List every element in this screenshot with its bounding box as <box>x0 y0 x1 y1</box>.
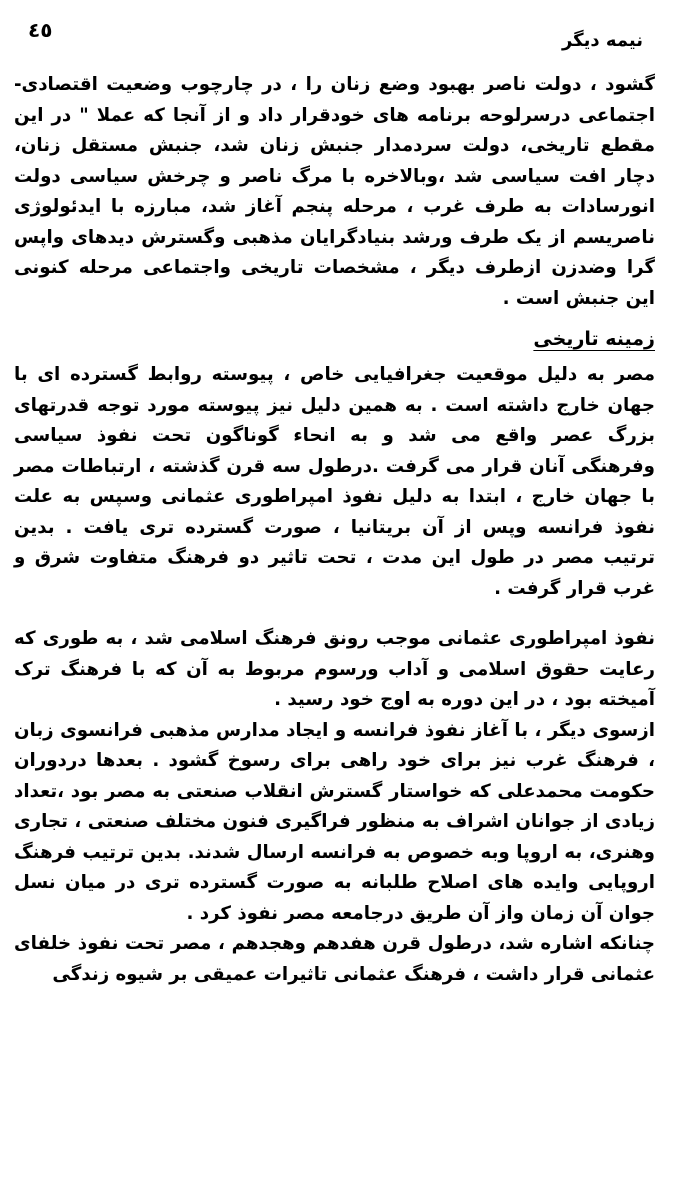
paragraph-context: مصر به دلیل موقعیت جغرافیایی خاص ، پیوسته روابط گسترده ای با جهان خارج داشته است . به همین دلیل نیز پیوسته مورد توجه قدرتهای بزرگ عصر واقع می شد و به انحاء گوناگون تحت نفوذ سیاسی وفرهنگی آنان قرار می گرفت .درطول سه قرن گذشته ، ارتباطات مصر با جهان خارج ، ابتدا به دلیل نفوذ امپراطوری عثمانی وسپس به علت نفوذ فرانسه وپس از آن بریتانیا ، صورت گسترده تری یافت . بدین ترتیب مصر در طول این مدت ، تحت تاثیر دو فرهنگ متفاوت شرق و غرب قرار گرفت . <box>14 364 655 599</box>
section-heading: زمینه تاریخی <box>533 328 655 350</box>
page-number: ٤٥ <box>28 18 53 42</box>
paragraph-continued: چنانکه اشاره شد، درطول قرن هفدهم وهجدهم ، مصر تحت نفوذ خلفای عثمانی قرار داشت ، فرهنگ عثمانی تاثیرات عمیقی بر شیوه زندگی <box>14 933 655 985</box>
running-head: نیمه دیگر <box>561 30 643 51</box>
page-body <box>14 70 655 990</box>
paragraph-ottoman: نفوذ امپراطوری عثمانی موجب رونق فرهنگ اسلامی شد ، به طوری که رعایت حقوق اسلامی و آداب ورسوم مربوط به آن که با فرهنگ ترک آمیخته بود ، در این دوره به اوج خود رسید . <box>14 628 655 710</box>
paragraph-gap <box>14 604 655 624</box>
paragraph-intro: گشود ، دولت ناصر بهبود وضع زنان را ، در چارچوب وضعیت اقتصادی-اجتماعی درسرلوحه برنامه های خودقرار داد و از آنجا که عملا " در این مقطع تاریخی، دولت سردمدار جنبش زنان شد، جنبش مستقل زنان، دچار افت سیاسی شد ،وبالاخره با مرگ ناصر و چرخش سیاسی دولت انورسادات به طرف غرب ، مرحله پنجم آغاز شد، مبارزه با ایدئولوژی ناصریسم از یک طرف ورشد بنیادگرایان مذهبی وگسترش دیدهای واپس گرا وضدزن ازطرف دیگر ، مشخصات تاریخی واجتماعی مرحله کنونی این جنبش است . <box>14 74 655 309</box>
paragraph-french: ازسوی دیگر ، با آغاز نفوذ فرانسه و ایجاد مدارس مذهبی فرانسوی زبان ، فرهنگ غرب نیز برای خود راهی برای رسوخ گشود . بعدها دردوران حکومت محمدعلی که خواستار گسترش انقلاب صنعتی به مصر بود ،تعداد زیادی از جوانان اشراف به منظور فراگیری فنون مختلف صنعتی ، تجاری وهنری، به اروپا وبه خصوص به فرانسه ارسال شدند. بدین ترتیب فرهنگ اروپایی وایده های اصلاح طلبانه به صورت گسترده تری در میان نسل جوان آن زمان واز آن طریق درجامعه مصر نفوذ کرد . <box>14 719 655 924</box>
